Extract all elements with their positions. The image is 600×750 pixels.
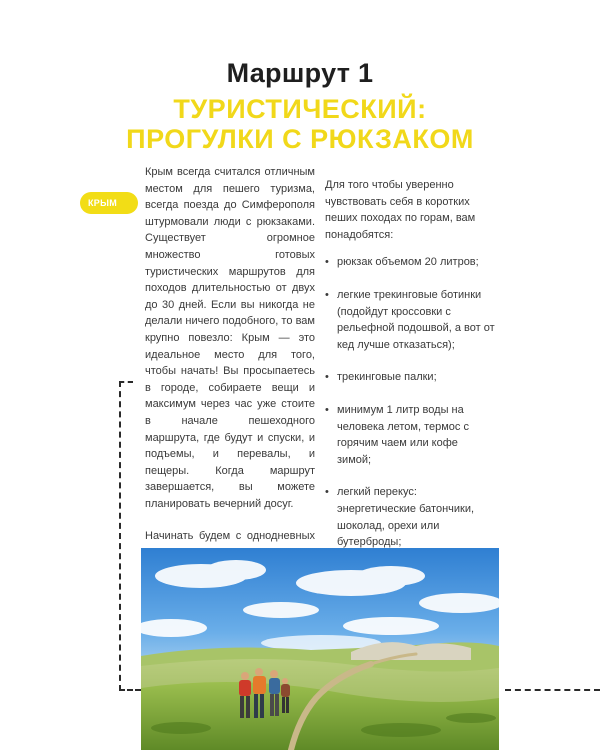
route-title-line-1: ТУРИСТИЧЕСКИЙ: [173,94,427,124]
intro-paragraph: Крым всегда считался отличным местом для пешего туризма, всегда поезда до Симферополя штурмовали люди с рюкзаками. Существует огромное множество готовых туристических маршрутов для походов длительностью от двух до 30 дней. Если вы никогда не делали ничего подобного, то вам крупно повезло: Крым — это идеальное место для того, чтобы начать! Вы просыпаетесь в городе, собираете вещи и максимум через час уже стоите в начале пешеходного маршрута, где будут и спуски, и подъемы, и перевалы, и пещеры. Когда маршрут завершается, вы можете планировать вечерний досуг. [145,166,315,510]
route-number-heading: Маршрут 1 [226,58,374,88]
list-item: • легкий перекус: энергетические батончики, шоколад, орехи или бутерброды; [325,486,475,549]
route-title-line-2: ПРОГУЛКИ С РЮКЗАКОМ [126,124,474,154]
list-item: • минимум 1 литр воды на человека летом, термос с горячим чаем или кофе зимой; [325,403,469,466]
route-title-heading [0,94,600,154]
start-paragraph: Начинать будем с однодневных [145,530,315,543]
list-item: • трекинговые палки; [325,369,495,386]
dashed-route-line-right [505,689,600,691]
dashed-route-line-vertical [119,381,121,691]
dashed-route-line-bottom [119,689,141,691]
region-badge-label: КРЫМ [88,198,118,208]
hikers-photo [141,548,499,750]
region-badge [80,192,138,214]
list-item: • рюкзак объемом 20 литров; [325,254,495,271]
list-item: • легкие трекинговые ботинки (подойдут кроссовки с рельефной подошвой, а вот от кед лучше отказаться); [325,288,495,351]
bullet-icon: • [325,403,329,416]
dashed-route-line-top [119,381,133,383]
meadow [141,659,499,750]
equipment-intro: Для того чтобы уверенно чувствовать себя в коротких пеших походах по горам, вам понадобятся: [325,179,476,241]
bullet-icon: • [325,288,329,301]
bullet-icon: • [325,256,329,269]
bullet-icon: • [325,371,329,384]
bullet-icon: • [325,486,329,499]
